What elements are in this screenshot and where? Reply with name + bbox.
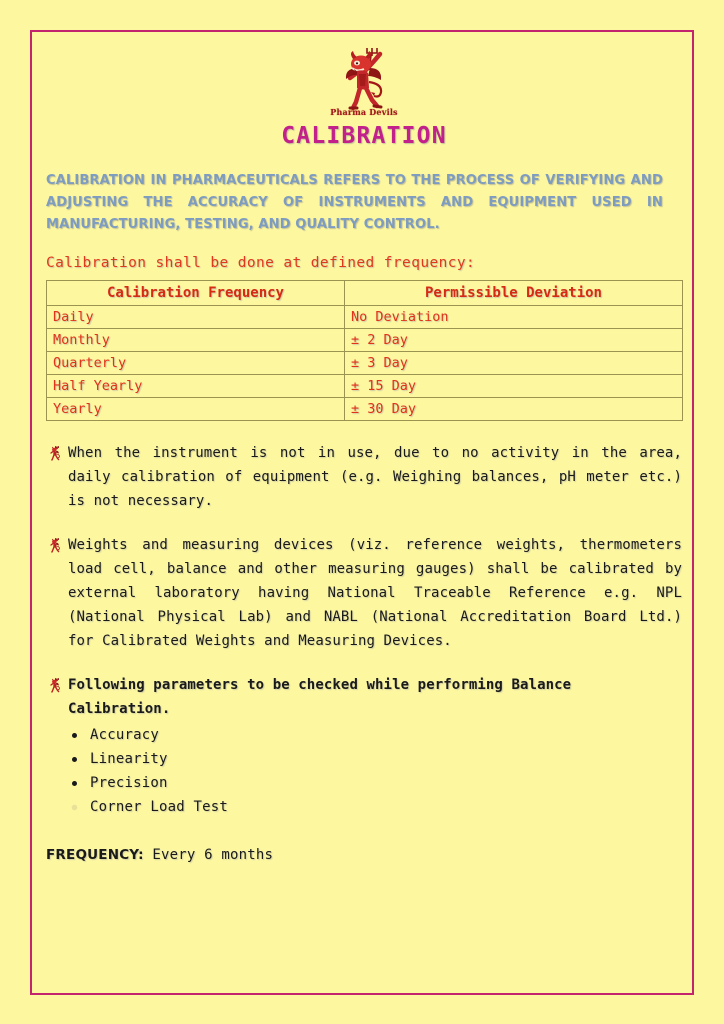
table-row — [47, 306, 683, 329]
bullet-dot-icon-faded — [72, 805, 77, 810]
list-item — [68, 771, 682, 795]
table-row — [47, 375, 683, 398]
cell-deviation: ± 15 Day — [345, 375, 683, 398]
cell-frequency: Half Yearly — [47, 375, 345, 398]
calibration-frequency-table — [46, 280, 683, 421]
bullet-dot-icon — [72, 733, 77, 738]
frequency-value: Every 6 months — [143, 847, 274, 863]
cell-deviation: ± 3 Day — [345, 352, 683, 375]
bullet-dot-icon — [72, 781, 77, 786]
pharma-devil-logo-icon — [328, 42, 400, 114]
lead-in-line: Calibration shall be done at defined frequency: — [46, 255, 476, 271]
table-row — [47, 398, 683, 421]
cell-frequency: Daily — [47, 306, 345, 329]
list-item — [68, 747, 682, 771]
devil-bullet-icon — [48, 677, 62, 693]
devil-bullet-icon — [48, 445, 62, 461]
cell-frequency: Monthly — [47, 329, 345, 352]
column-header-frequency: Calibration Frequency — [47, 281, 345, 306]
frequency-label: FREQUENCY: — [46, 847, 144, 863]
table-row — [47, 352, 683, 375]
table-header-row — [47, 281, 683, 306]
list-item-label: Corner Load Test — [90, 799, 229, 815]
cell-frequency: Yearly — [47, 398, 345, 421]
cell-deviation: No Deviation — [345, 306, 683, 329]
cell-deviation: ± 30 Day — [345, 398, 683, 421]
list-item — [68, 795, 682, 819]
devil-bullet-icon — [48, 537, 62, 553]
document-content — [46, 38, 682, 988]
note-text: When the instrument is not in use, due to no activity in the area, daily calibration of equipment (e.g. Weighing balances, pH meter etc.) is not necessary. — [68, 445, 682, 509]
list-item — [68, 723, 682, 747]
note-item — [46, 441, 682, 513]
balance-parameters-list — [46, 723, 682, 819]
logo-block — [46, 38, 682, 117]
table-row — [47, 329, 683, 352]
note-item — [46, 533, 682, 653]
page-title: CALIBRATION — [281, 123, 447, 149]
column-header-deviation: Permissible Deviation — [345, 281, 683, 306]
note-item — [46, 673, 682, 721]
cell-frequency: Quarterly — [47, 352, 345, 375]
page-border-frame — [30, 30, 694, 995]
frequency-line — [46, 847, 682, 863]
list-item-label: Accuracy — [90, 727, 160, 743]
list-item-label: Linearity — [90, 751, 168, 767]
note-text: Following parameters to be checked while performing Balance Calibration. — [68, 677, 572, 717]
cell-deviation: ± 2 Day — [345, 329, 683, 352]
bullet-dot-icon — [72, 757, 77, 762]
intro-paragraph: CALIBRATION IN PHARMACEUTICALS REFERS TO THE PROCESS OF VERIFYING AND ADJUSTING THE ACCURACY OF INSTRUMENTS AND EQUIPMENT USED IN MANUFACTURING, TESTING, AND QUALITY CONTROL. — [46, 172, 663, 232]
logo-caption: Pharma Devils — [330, 107, 398, 117]
note-text: Weights and measuring devices (viz. reference weights, thermometers load cell, balance and other measuring gauges) shall be calibrated by external laboratory having National Traceable Reference e.g. NPL (National Physical Lab) and NABL (National Accreditation Board Ltd.) for Calibrated Weights and Measuring Devices. — [68, 537, 682, 649]
list-item-label: Precision — [90, 775, 168, 791]
